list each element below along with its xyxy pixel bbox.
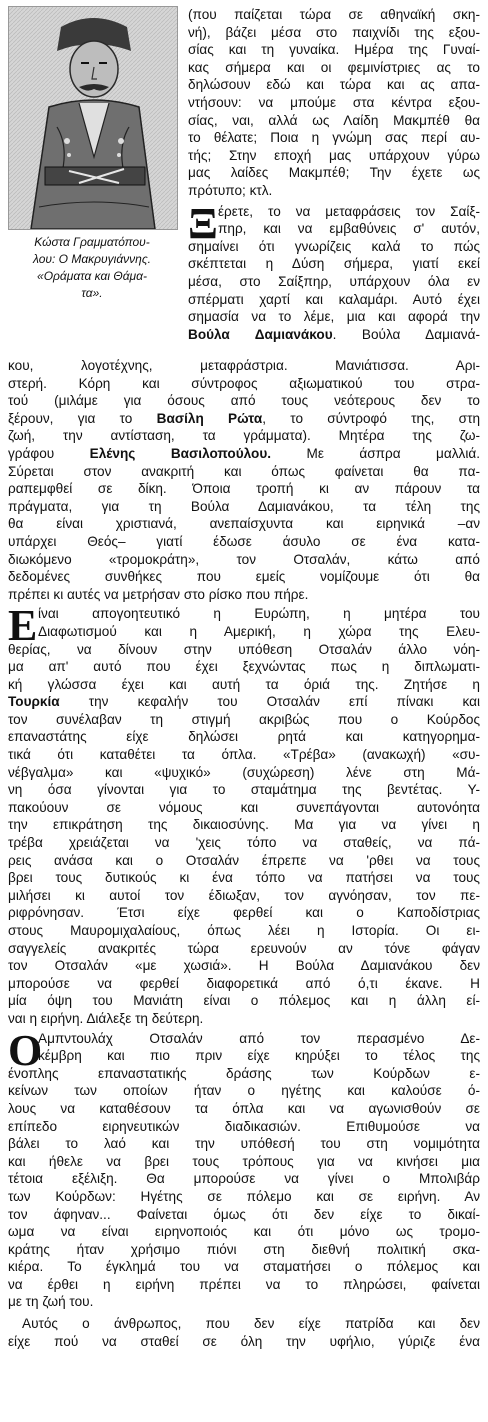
text-line: διωκόμενο «τρομοκράτη», τον Οτσαλάν, κάτω από <box>8 551 480 567</box>
dropcap-letter: Ο <box>8 1025 43 1075</box>
text-line: σκέπτεται η Δύση σήμερα, γιατί εκεί <box>188 256 480 272</box>
caption-line: «Οράματα και Θάμα- <box>37 269 147 283</box>
text-line: σπέρματι χαρτί και καλαμάρι. Αυτό έχει <box>188 291 480 307</box>
text-line: μιλήσει κι αυτοί τον έδιωξαν, τον αγνόησαν, τον πε- <box>8 887 480 903</box>
text-line: μπορούσε να φερθεί διαφορετικά από ό,τι έκανε. Η <box>8 975 480 991</box>
text-line: κας σήμερα και οι φεμινίστριες ας το <box>188 59 480 75</box>
text-line: τικά ότι καταθέτει τα όπλα. «Τρέβα» (ανακωχή) «συ- <box>8 747 480 763</box>
caption-line: λου: Ο Μακρυγιάννης. <box>33 252 151 266</box>
text-line: είχε πού να σταθεί σε όλη την υφήλιο, γύριζε ένα <box>8 1333 480 1349</box>
portrait-illustration <box>8 6 178 230</box>
bold-name: Τουρκία <box>8 694 60 710</box>
text-run: Με άσπρα μαλλιά. <box>271 445 480 461</box>
text-line: τον Οτσαλάν «με χωσιά». Η Βούλα Δαμιανάκου δεν <box>8 958 480 974</box>
paragraph-closing <box>8 1315 480 1350</box>
text-line: έρετε, το να μεταφράσεις τον Σαίξ- <box>218 203 480 219</box>
dropcap-letter: Ε <box>8 601 38 651</box>
text-line: θα είναι χριστιανά, ανεπαίσχυντα και ειρηνικά –αν <box>8 516 480 532</box>
text-line: νέβγαλμα» και «ψυχικό» (συχώρεση) λένε στη Μά- <box>8 764 480 780</box>
text-line: ίναι απογοητευτικό η Ευρώπη, η μητέρα του <box>38 606 480 622</box>
paragraph-intro <box>188 6 480 200</box>
text-line: στερή. Κόρη και σύντροφος αξιωματικού του στρα- <box>8 375 480 391</box>
text-line: πρέπει κι αυτές να μετρήσαν στο ρίσκο που πήρε. <box>8 586 309 602</box>
figure-caption <box>6 234 178 302</box>
text-line <box>8 410 480 428</box>
bold-name: Βασίλη Ρώτα <box>156 410 263 426</box>
text-line: κράτης ήταν χρήσιμο πιόνι στη διεθνή πολιτική σκα- <box>8 1241 480 1257</box>
text-line: βρει τους δυτικούς κι ένα τόπο να πατήσει να τους <box>8 870 480 886</box>
text-line: ραπεμφθεί σε δίκη. Όποια τροπή κι αν πάρουν τα <box>8 481 480 497</box>
text-line: να έρθει η ειρήνη πρέπει να το πληρώσει, φαίνεται <box>8 1276 480 1292</box>
text-line: δηλώσουν εδώ και τώρα και ας απα- <box>188 77 480 93</box>
text-line: τον άφηναν... Φαίνεται όμως ότι δεν είχε το δικαί- <box>8 1206 480 1222</box>
text-line: κιέρα. Το έγκλημά του να σταματήσει ο πόλεμος και <box>8 1259 480 1275</box>
text-line: λους να καταθέσουν τα όπλα και να αγωνισθούν σε <box>8 1100 480 1116</box>
text-line: ζωή, την αντίσταση, τα γράμματα). Μητέρα της ζω- <box>8 428 480 444</box>
text-run: γράφου <box>8 445 90 461</box>
text-line: πράγματα, για τη Βούλα Δαμιανάκου, τα τέλη της <box>8 498 480 514</box>
paragraph-xi <box>188 198 480 344</box>
text-line: σίας, ναι, αλλά ως Λαίδη Μακμπέθ θα <box>188 112 480 128</box>
bold-name: Ελένης Βασιλοπούλου. <box>89 445 272 461</box>
text-line: ναι η ειρήνη. Διάλεξε τη δεύτερη. <box>8 1010 204 1026</box>
article-body-full <box>8 357 480 1350</box>
text-line: σίας και τη γυναίκα. Ημέρα της Γυναί- <box>188 42 480 58</box>
text-line: πακούουν σε νόμους και συνεπάγονται αυτονόητα <box>8 799 480 815</box>
text-line: σημαίνει ότι γνωρίζεις καλά το πώς <box>188 238 480 254</box>
text-line <box>188 326 480 344</box>
text-line: κου, λογοτέχνης, μεταφράστρια. Μανιάτισσα. Αρι- <box>8 358 480 373</box>
text-run: την κεφαλήν του Οτσαλάν επί πίνακι και <box>59 694 480 710</box>
text-line: πηρ, και να εμβαθύνεις σ' αυτόν, <box>218 221 480 237</box>
text-line: μέσα, στο Σαίξπηρ, υπάρχουν όλα εν <box>188 273 480 289</box>
text-line <box>8 445 480 463</box>
text-line: Σύρεται στον ανακριτή και όπως φαίνεται θα πα- <box>8 463 480 479</box>
article-column-right <box>188 6 480 343</box>
text-line: μας λαίδες Μακμπέθ; Την έχετε ως <box>188 165 480 181</box>
text-line: τού (μιλάμε για όσους από τους νεότερους δεν το <box>8 393 480 409</box>
portrait-drawing <box>9 7 177 229</box>
text-line: ριφρόνησαν. Έτσι είχε φερθεί και ο Καποδίστριας <box>8 905 480 921</box>
text-line: ένοπλης επαναστατικής δράσης των Κούρδων ε- <box>8 1065 480 1081</box>
text-run: . Βούλα Δαμιανά- <box>332 326 480 342</box>
text-line: το θέλατε; Ποια η γνώμη σας περί αυ- <box>188 130 480 146</box>
text-line: μία όψη του Μανιάτη είναι ο πόλεμος και η άλλη εί- <box>8 993 480 1009</box>
text-line <box>188 24 480 42</box>
text-line: κείνων των οποίων ήταν ο ηγέτης και καλούσε ό- <box>8 1083 480 1099</box>
text-line <box>8 693 480 711</box>
text-line: Αμπντουλάχ Οτσαλάν από τον περασμένο Δε- <box>38 1030 480 1046</box>
text-line: ντήσουν: να μπούμε στα κέντρα εξου- <box>188 94 480 110</box>
text-run: , το σύντροφό της, στη <box>262 410 480 426</box>
text-line: επίπεδο ειρηνευτικών διαδικασιών. Επιθυμούσε να <box>8 1118 480 1134</box>
text-line: δεδομένες συνθήκες που εμείς νομίζουμε ότι θα <box>8 569 480 585</box>
paragraph-ocalan <box>8 1025 480 1312</box>
paragraph-europe <box>8 601 480 1027</box>
text-run: ξέρουν, για το <box>8 410 157 426</box>
text-line: υπάρχει Θεός– γιατί έδωσε άσυλο σε ένα κατα- <box>8 533 480 549</box>
text-line: επαναστάτης είχε δηλώσει ρητά και κατηγορημα- <box>8 729 480 745</box>
text-line: θερίας, να δίνουν στην υπόθεση Οτσαλάν άλλο νόη- <box>8 641 480 657</box>
text-line: νη όσα γίνονται για το σταμάτημα της βεντέτας. Υ- <box>8 782 480 798</box>
text-line: και ήθελε να βρει τους τρόπους για να κινήσει μια <box>8 1153 480 1169</box>
text-run: νή), βάζει μέσα στο παιχνίδι της εξου- <box>188 24 480 40</box>
text-line: τέτοια εξέλιξη. Θα μπορούσε να γίνει ο Μπολιβάρ <box>8 1171 480 1187</box>
text-line: Διαφωτισμού και η Αμερική, η χώρα της Ελευ- <box>38 623 480 639</box>
text-line: (που παίζεται τώρα σε αθηναϊκή σκη- <box>188 7 480 22</box>
text-line: τρέβα χρειάζεται να 'χεις τόπο να σταθείς, να πά- <box>8 835 480 851</box>
text-line: ωμα να είναι ειρηνοποιός και ότι μόνο ως τρομο- <box>8 1224 480 1240</box>
bold-name: Βούλα Δαμιανάκου <box>188 326 333 342</box>
text-line: κή γλώσσα έχει και αυτή τα όριά της. Ζητήσε η <box>8 676 480 692</box>
text-line: Αυτός ο άνθρωπος, που δεν είχε πατρίδα και δεν <box>22 1316 480 1332</box>
dropcap-letter: Ξ <box>188 198 218 248</box>
text-line: την επικράτηση της δικαιοσύνης. Μα για να γίνει η <box>8 817 480 833</box>
text-line: σαγγελείς ανακριτές τώρα ερευνούν αν τόνε φάγαν <box>8 940 480 956</box>
text-line: των Κούρδων: Ηγέτης σε πόλεμο και σε ειρήνη. Αν <box>8 1188 480 1204</box>
text-line: μα απ' αυτό που έχει ξεχνώντας πως η διπλωματι- <box>8 659 480 675</box>
text-line: τής; Στην εποχή μας υπάρχουν γύρω <box>188 147 480 163</box>
caption-line: Κώστα Γραμματόπου- <box>34 235 150 249</box>
text-line: με τη ζωή του. <box>8 1294 94 1310</box>
text-line: κέμβρη και πιο πριν είχε κηρύξει το τέλος της <box>38 1048 480 1064</box>
text-line: πρότυπο; κτλ. <box>188 182 273 198</box>
text-line: σημασία να το λέμε, μια και αφορά την <box>188 309 480 325</box>
paragraph-damianakou <box>8 357 480 603</box>
caption-line: τα». <box>81 286 103 300</box>
text-line: τον συνέλαβαν τη στιγμή ακριβώς που ο Κούρδος <box>8 711 480 727</box>
text-line: βάλει το λαό και την υπόθεσή του στη νομιμότητα <box>8 1136 480 1152</box>
text-line: στους Μαυρομιχαλαίους, όπως λέει η Ιστορία. Οι ει- <box>8 923 480 938</box>
text-line: ρεις ανάσα και ο Οτσαλάν έπρεπε να 'ρθει να τους <box>8 852 480 868</box>
